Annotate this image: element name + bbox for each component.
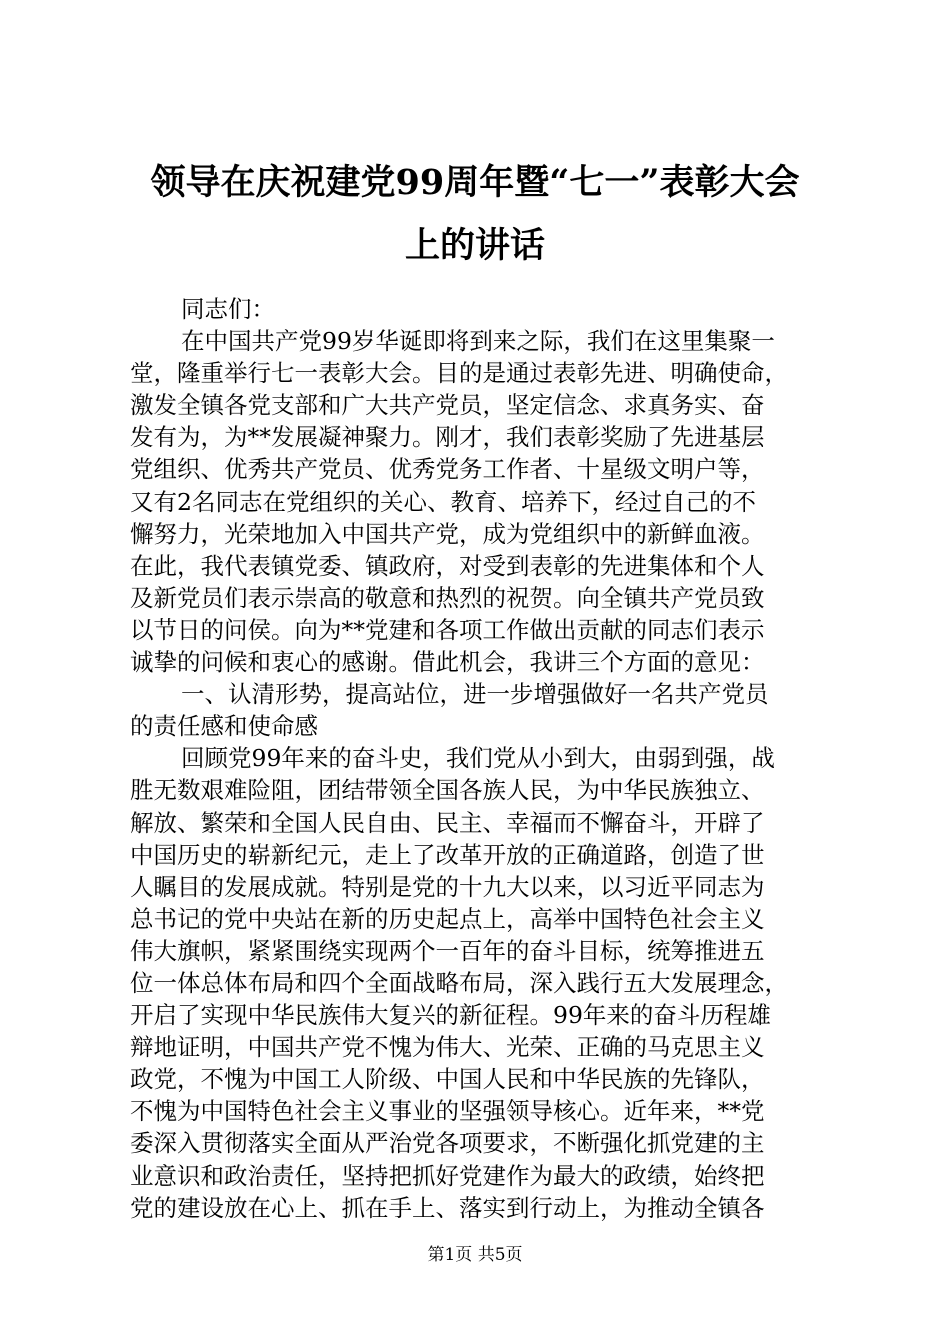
body-line: 堂，隆重举行七一表彰大会。目的是通过表彰先进、明确使命， xyxy=(130,359,788,388)
body-line: 党的建设放在心上、抓在手上、落实到行动上，为推动全镇各 xyxy=(130,1193,765,1222)
body-line: 不愧为中国特色社会主义事业的坚强领导核心。近年来，**党 xyxy=(130,1097,765,1126)
body-line: 党组织、优秀共产党员、优秀党务工作者、十星级文明户等， xyxy=(130,455,765,484)
section-heading-line: 一、认清形势，提高站位，进一步增强做好一名共产党员 xyxy=(181,680,769,709)
body-line: 辩地证明，中国共产党不愧为伟大、光荣、正确的马克思主义 xyxy=(130,1033,765,1062)
body-line: 人瞩目的发展成就。特别是党的十九大以来，以习近平同志为 xyxy=(130,872,765,901)
body-line: 总书记的党中央站在新的历史起点上，高举中国特色社会主义 xyxy=(130,904,765,933)
document-body xyxy=(130,293,830,1224)
body-line: 业意识和政治责任，坚持把抓好党建作为最大的政绩，始终把 xyxy=(130,1161,765,1190)
body-line: 开启了实现中华民族伟大复兴的新征程。99年来的奋斗历程雄 xyxy=(130,1001,771,1030)
body-line: 伟大旗帜，紧紧围绕实现两个一百年的奋斗目标，统筹推进五 xyxy=(130,936,765,965)
body-line: 又有2名同志在党组织的关心、教育、培养下，经过自己的不 xyxy=(130,487,756,516)
body-line: 在此，我代表镇党委、镇政府，对受到表彰的先进集体和个人 xyxy=(130,551,765,580)
body-line: 及新党员们表示崇高的敬意和热烈的祝贺。向全镇共产党员致 xyxy=(130,583,765,612)
body-line: 委深入贯彻落实全面从严治党各项要求，不断强化抓党建的主 xyxy=(130,1129,765,1158)
body-line: 在中国共产党99岁华诞即将到来之际，我们在这里集聚一 xyxy=(181,327,775,356)
body-line: 中国历史的崭新纪元，走上了改革开放的正确道路，创造了世 xyxy=(130,840,765,869)
body-line: 回顾党99年来的奋斗史，我们党从小到大，由弱到强，战 xyxy=(181,744,775,773)
body-line: 以节日的问侯。向为**党建和各项工作做出贡献的同志们表示 xyxy=(130,615,765,644)
document-title-line-1: 领导在庆祝建党99周年暨“七一”表彰大会 xyxy=(150,162,800,203)
body-line: 政党，不愧为中国工人阶级、中国人民和中华民族的先锋队， xyxy=(130,1065,765,1094)
salutation: 同志们： xyxy=(181,295,275,323)
document-title-line-2: 上的讲话 xyxy=(404,225,545,266)
body-line: 懈努力，光荣地加入中国共产党，成为党组织中的新鲜血液。 xyxy=(130,519,765,548)
body-line: 发有为，为**发展凝神聚力。刚才，我们表彰奖励了先进基层 xyxy=(130,423,765,452)
section-heading-line: 的责任感和使命感 xyxy=(130,712,318,741)
body-line: 解放、繁荣和全国人民自由、民主、幸福而不懈奋斗，开辟了 xyxy=(130,808,765,837)
body-line: 激发全镇各党支部和广大共产党员，坚定信念、求真务实、奋 xyxy=(130,391,765,420)
body-line: 位一体总体布局和四个全面战略布局，深入践行五大发展理念， xyxy=(130,968,788,997)
body-line: 诚挚的问候和衷心的感谢。借此机会，我讲三个方面的意见： xyxy=(130,648,765,677)
body-line: 胜无数艰难险阻，团结带领全国各族人民，为中华民族独立、 xyxy=(130,776,765,805)
page-number-footer: 第1页 共5页 xyxy=(427,1245,523,1265)
